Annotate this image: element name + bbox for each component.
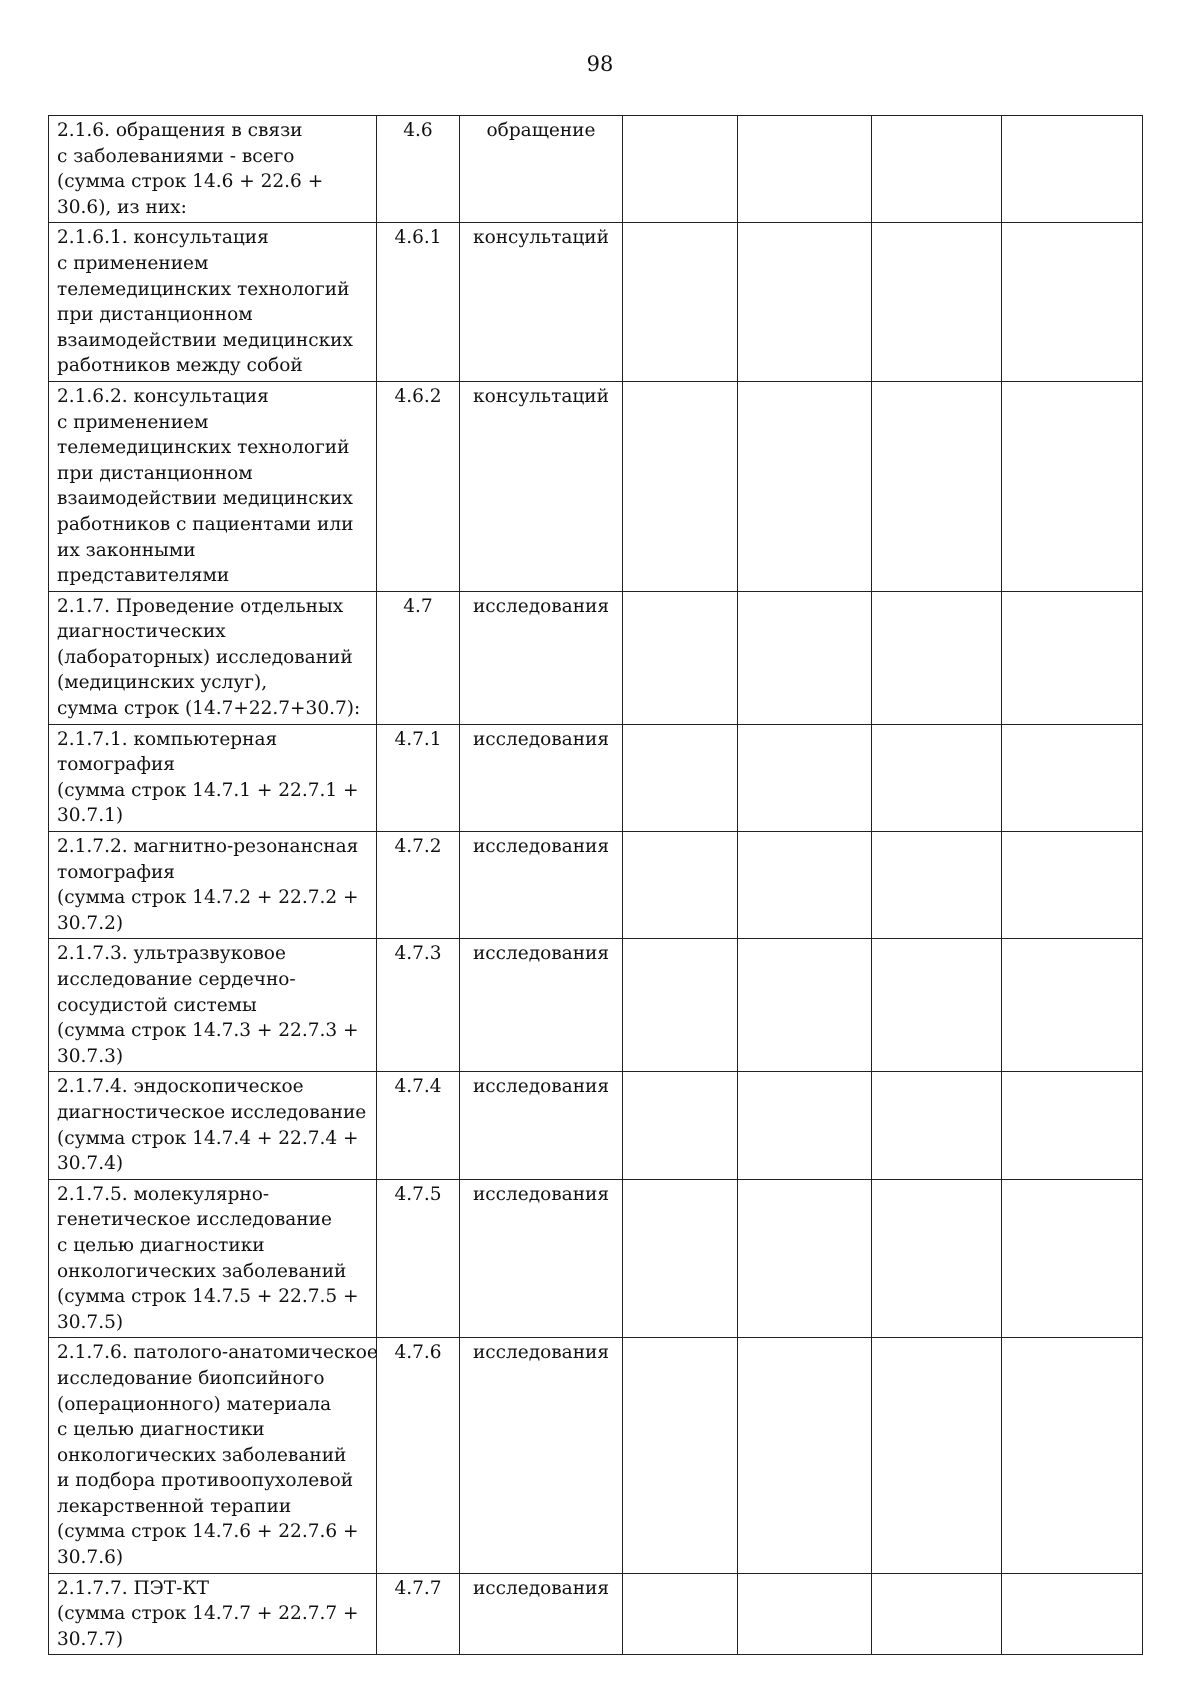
table-row [49,1338,1143,1573]
empty-value-cell [738,223,872,382]
empty-value-cell [1002,591,1143,724]
empty-value-cell [738,116,872,223]
row-code-cell: 4.6.1 [377,223,460,382]
row-name-cell [49,591,377,724]
table-row [49,832,1143,939]
empty-value-cell [623,381,738,591]
empty-value-cell [872,1072,1002,1179]
row-code-cell: 4.7.2 [377,832,460,939]
row-name-line: 2.1.6. обращения в связи [57,120,303,141]
row-code-cell: 4.6.2 [377,381,460,591]
table-row [49,591,1143,724]
row-name-cell [49,381,377,591]
row-code-cell: 4.7.6 [377,1338,460,1573]
row-code-cell: 4.7.1 [377,724,460,831]
row-name-line: (сумма строк 14.7.3 + 22.7.3 + [57,1020,359,1042]
row-name-line: взаимодействии медицинских [57,488,353,510]
row-name-line: представителями [57,565,230,587]
table-row [49,939,1143,1072]
row-name-line: диагностических [57,621,226,643]
row-name-line: с целью диагностики [57,1419,265,1441]
row-name-line: при дистанционном [57,304,253,326]
row-unit-cell: исследования [460,1338,623,1573]
row-name-line: 30.6), из них: [57,196,187,218]
empty-value-cell [623,724,738,831]
row-name-cell [49,116,377,223]
table-row [49,1179,1143,1338]
row-name-cell [49,1573,377,1655]
row-name-line: с заболеваниями - всего [57,145,295,167]
empty-value-cell [1002,1338,1143,1573]
row-name-line: работников между собой [57,355,303,377]
empty-value-cell [623,832,738,939]
empty-value-cell [1002,832,1143,939]
empty-value-cell [872,1573,1002,1655]
row-name-cell [49,223,377,382]
row-name-line: с применением [57,411,209,433]
row-name-line: (сумма строк 14.7.1 + 22.7.1 + [57,779,359,801]
row-name-line: (медицинских услуг), [57,672,268,694]
row-name-line: (операционного) материала [57,1393,332,1415]
empty-value-cell [738,381,872,591]
table-row [49,1573,1143,1655]
row-name-line: (сумма строк 14.7.5 + 22.7.5 + [57,1286,359,1308]
row-name-line: 2.1.7.6. патолого-анатомическое [57,1342,378,1364]
row-name-line: лекарственной терапии [57,1495,292,1517]
empty-value-cell [1002,381,1143,591]
row-name-line: диагностическое исследование [57,1101,367,1123]
row-name-line: 30.7.6) [57,1547,124,1569]
empty-value-cell [872,939,1002,1072]
row-name-cell [49,1338,377,1573]
report-table [48,115,1143,1655]
row-name-line: сосудистой системы [57,994,257,1016]
row-name-line: и подбора противоопухолевой [57,1470,354,1492]
empty-value-cell [872,1338,1002,1573]
row-name-line: 2.1.7.1. компьютерная [57,728,278,750]
row-name-line: (сумма строк 14.7.7 + 22.7.7 + [57,1603,359,1625]
row-unit-cell: исследования [460,1573,623,1655]
empty-value-cell [623,591,738,724]
row-code-cell: 4.7.7 [377,1573,460,1655]
empty-value-cell [738,1072,872,1179]
table-row [49,1072,1143,1179]
row-name-line: 2.1.7.2. магнитно-резонансная [57,836,359,858]
row-name-line: исследование сердечно- [57,969,296,990]
row-name-line: 2.1.7.5. молекулярно- [57,1183,270,1205]
empty-value-cell [738,939,872,1072]
row-name-line: телемедицинских технологий [57,278,350,300]
row-name-line: (сумма строк 14.7.6 + 22.7.6 + [57,1521,359,1543]
row-name-line: томография [57,861,175,883]
page-number: 98 [586,52,614,76]
row-name-line: генетическое исследование [57,1209,332,1231]
row-name-line: 2.1.6.1. консультация [57,227,269,249]
row-name-line: томография [57,754,175,776]
empty-value-cell [623,1072,738,1179]
row-unit-cell: исследования [460,591,623,724]
empty-value-cell [738,1179,872,1338]
empty-value-cell [738,1573,872,1655]
row-name-cell [49,1072,377,1179]
row-name-line: (сумма строк 14.7.2 + 22.7.2 + [57,887,359,909]
row-name-line: 30.7.4) [57,1153,124,1175]
row-name-cell [49,724,377,831]
empty-value-cell [872,223,1002,382]
row-unit-cell: исследования [460,724,623,831]
row-name-line: телемедицинских технологий [57,437,350,459]
empty-value-cell [1002,1072,1143,1179]
empty-value-cell [872,591,1002,724]
empty-value-cell [1002,724,1143,831]
row-unit-cell: исследования [460,832,623,939]
empty-value-cell [623,116,738,223]
row-unit-cell: консультаций [460,223,623,382]
empty-value-cell [623,1179,738,1338]
row-name-line: (лабораторных) исследований [57,646,353,668]
empty-value-cell [872,832,1002,939]
row-name-cell [49,939,377,1072]
empty-value-cell [623,939,738,1072]
empty-value-cell [1002,116,1143,223]
row-name-cell [49,1179,377,1338]
empty-value-cell [738,591,872,724]
row-name-line: их законными [57,539,196,561]
row-code-cell: 4.7.3 [377,939,460,1072]
empty-value-cell [623,1338,738,1573]
row-name-line: 30.7.1) [57,805,124,827]
row-name-line: 2.1.6.2. консультация [57,385,269,407]
row-name-line: 30.7.7) [57,1628,124,1650]
empty-value-cell [623,223,738,382]
row-name-line: с применением [57,252,209,274]
table-body [49,116,1143,1655]
row-name-line: исследование биопсийного [57,1367,325,1389]
row-name-cell [49,832,377,939]
table-row [49,724,1143,831]
row-code-cell: 4.7 [377,591,460,724]
empty-value-cell [738,832,872,939]
empty-value-cell [1002,223,1143,382]
row-code-cell: 4.7.4 [377,1072,460,1179]
empty-value-cell [1002,1179,1143,1338]
empty-value-cell [872,1179,1002,1338]
row-name-line: онкологических заболеваний [57,1260,347,1282]
row-name-line: сумма строк (14.7+22.7+30.7): [57,698,361,720]
row-name-line: онкологических заболеваний [57,1444,347,1466]
empty-value-cell [1002,1573,1143,1655]
row-name-line: (сумма строк 14.6 + 22.6 + [57,171,324,193]
row-name-line: 30.7.2) [57,912,124,934]
row-name-line: 30.7.3) [57,1045,124,1067]
row-name-line: 2.1.7.4. эндоскопическое [57,1076,304,1098]
row-name-line: (сумма строк 14.7.4 + 22.7.4 + [57,1127,359,1149]
row-name-line: 2.1.7.7. ПЭТ-КТ [57,1577,210,1599]
row-name-line: 30.7.5) [57,1311,124,1333]
empty-value-cell [623,1573,738,1655]
row-name-line: взаимодействии медицинских [57,329,353,351]
row-unit-cell: исследования [460,1179,623,1338]
empty-value-cell [1002,939,1143,1072]
empty-value-cell [738,724,872,831]
row-name-line: 2.1.7. Проведение отдельных [57,595,344,617]
row-unit-cell: исследования [460,939,623,1072]
empty-value-cell [872,381,1002,591]
empty-value-cell [872,724,1002,831]
row-unit-cell: обращение [460,116,623,223]
table-row [49,381,1143,591]
row-name-line: 2.1.7.3. ультразвуковое [57,943,286,965]
table-row [49,116,1143,223]
row-code-cell: 4.6 [377,116,460,223]
row-code-cell: 4.7.5 [377,1179,460,1338]
row-name-line: работников с пациентами или [57,513,354,535]
empty-value-cell [738,1338,872,1573]
empty-value-cell [872,116,1002,223]
row-name-line: с целью диагностики [57,1234,265,1256]
table-row [49,223,1143,382]
row-unit-cell: консультаций [460,381,623,591]
row-unit-cell: исследования [460,1072,623,1179]
row-name-line: при дистанционном [57,462,253,484]
